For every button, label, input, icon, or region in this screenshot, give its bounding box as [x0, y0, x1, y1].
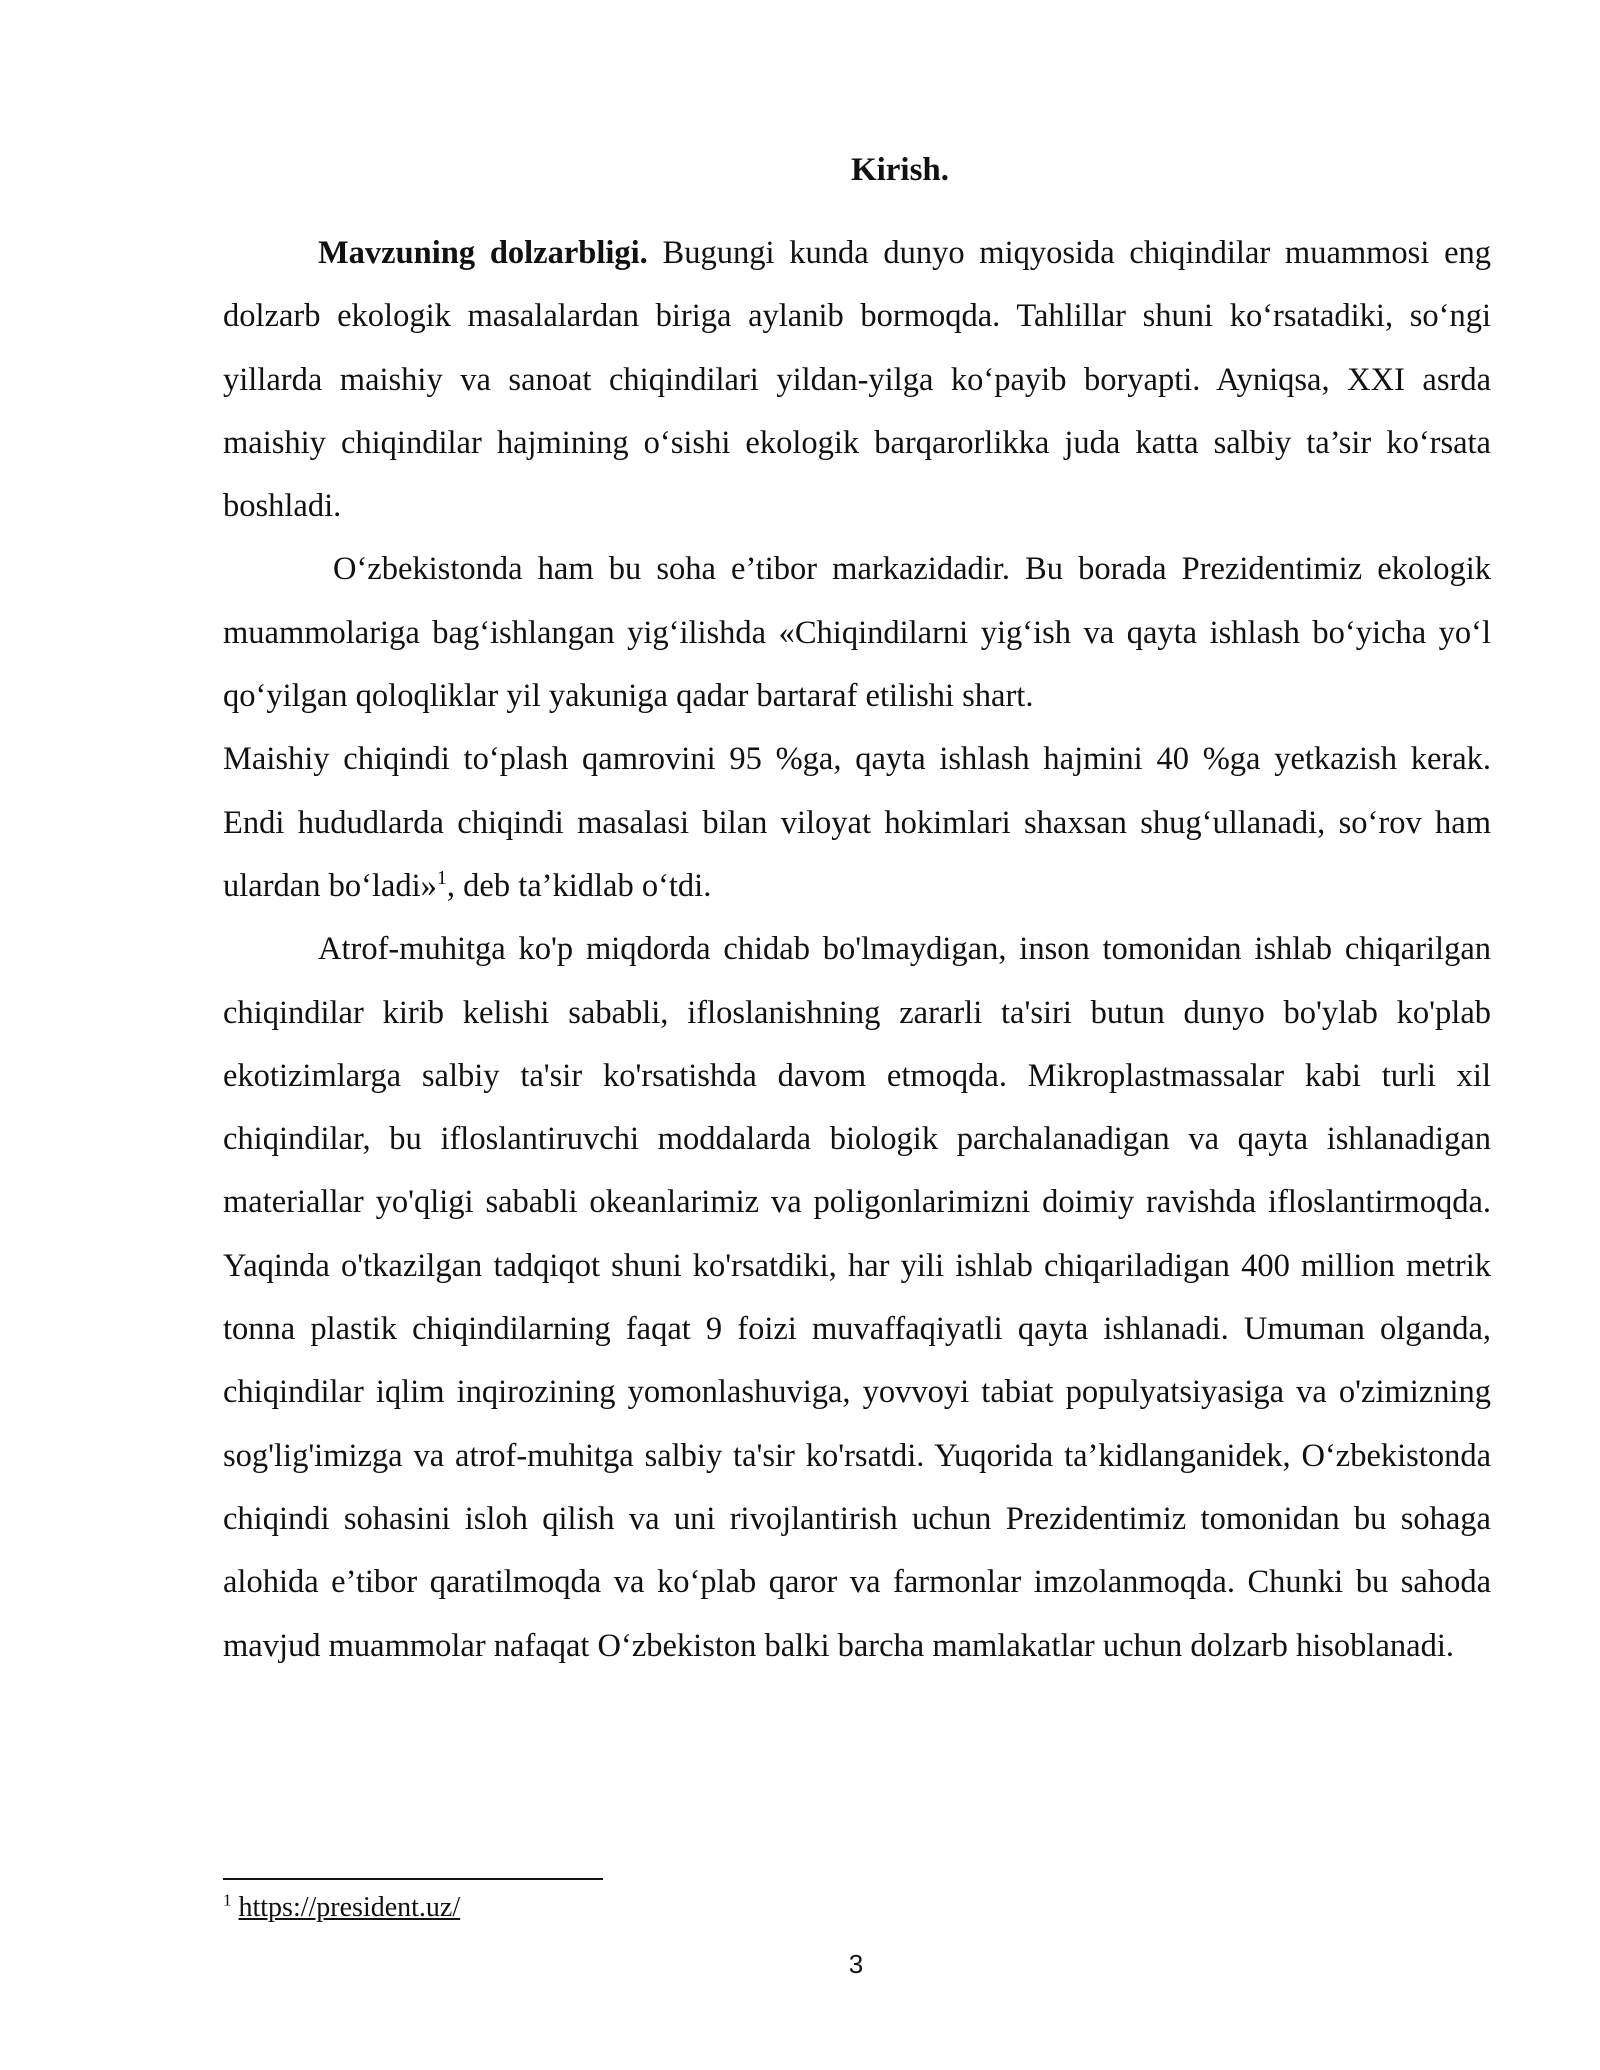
paragraph-continuation [223, 728, 1491, 918]
section-heading: Kirish. [850, 152, 950, 188]
paragraph-relevance [223, 222, 1491, 538]
paragraph-line: O‘zbekistonda ham bu soha e’tibor markazidadir. Bu borada Prezidentimiz ekologik muammolariga bag‘ishlangan yig‘ilishda «Chiqindilarni yig‘ish va qayta ishlash bo‘yicha yo‘l qo‘yilgan qoloqliklar yil yakuniga qadar bartaraf etilishi shart. [223, 551, 1491, 715]
paragraph-tail: , deb ta’kidlab o‘tdi. [446, 867, 712, 904]
footnote [223, 1890, 460, 1926]
footnote-ref[interactable]: 1 [436, 867, 447, 890]
paragraph-uzbekistan [223, 538, 1491, 728]
body-text [223, 222, 1491, 1678]
footnote-link[interactable]: https://president.uz/ [238, 1892, 461, 1923]
paragraph-pollution: Atrof-muhitga ko'p miqdorda chidab bo'lmaydigan, inson tomonidan ishlab chiqarilgan chiqindilar kirib kelishi sababli, ifloslanishning zararli ta'siri butun dunyo bo'ylab ko'plab ekotizimlarga salbiy ta'sir ko'rsatishda davom etmoqda. Mikroplastmassalar kabi turli xil chiqindilar, bu ifloslantiruvchi moddalarda biologik parchalanadigan va qayta ishlanadigan materiallar yo'qligi sababli okeanlarimiz va poligonlarimizni doimiy ravishda ifloslantirmoqda. Yaqinda o'tkazilgan tadqiqot shuni ko'rsatdiki, har yili ishlab chiqariladigan 400 million metrik tonna plastik chiqindilarning faqat 9 foizi muvaffaqiyatli qayta ishlanadi. Umuman olganda, chiqindilar iqlim inqirozining yomonlashuviga, yovvoyi tabiat populyatsiyasiga va o'zimizning sog'lig'imizga va atrof-muhitga salbiy ta'sir ko'rsatdi. Yuqorida ta’kidlanganidek, O‘zbekistonda chiqindi sohasini isloh qilish va uni rivojlantirish uchun Prezidentimiz tomonidan bu sohaga alohida e’tibor qaratilmoqda va ko‘plab qaror va farmonlar imzolanmoqda. Chunki bu sahoda mavjud muammolar nafaqat O‘zbekiston balki barcha mamlakatlar uchun dolzarb hisoblanadi. [223, 931, 1491, 1664]
paragraph-label: Mavzuning dolzarbligi. [318, 235, 648, 271]
footnote-separator [223, 1878, 603, 1880]
paragraph-text: Bugungi kunda dunyo miqyosida chiqindilar muammosi eng dolzarb ekologik masalalardan biriga aylanib bormoqda. Tahlillar shuni ko‘rsatadiki, so‘ngi yillarda maishiy va sanoat chiqindilari yildan-yilga ko‘payib boryapti. Ayniqsa, XXI asrda maishiy chiqindilar hajmining o‘sishi ekologik barqarorlikka juda katta salbiy ta’sir ko‘rsata boshladi. [223, 235, 1491, 525]
footnote-number: 1 [223, 1890, 232, 1910]
paragraph-line: Maishiy chiqindi to‘plash qamrovini 95 %ga, qayta ishlash hajmini 40 %ga yetkazish kerak. Endi hududlarda chiqindi masalasi bilan viloyat hokimlari shaxsan shug‘ullanadi, so‘rov ham ulardan bo‘ladi» [223, 741, 1491, 904]
page-number: 3 [848, 1949, 864, 1979]
